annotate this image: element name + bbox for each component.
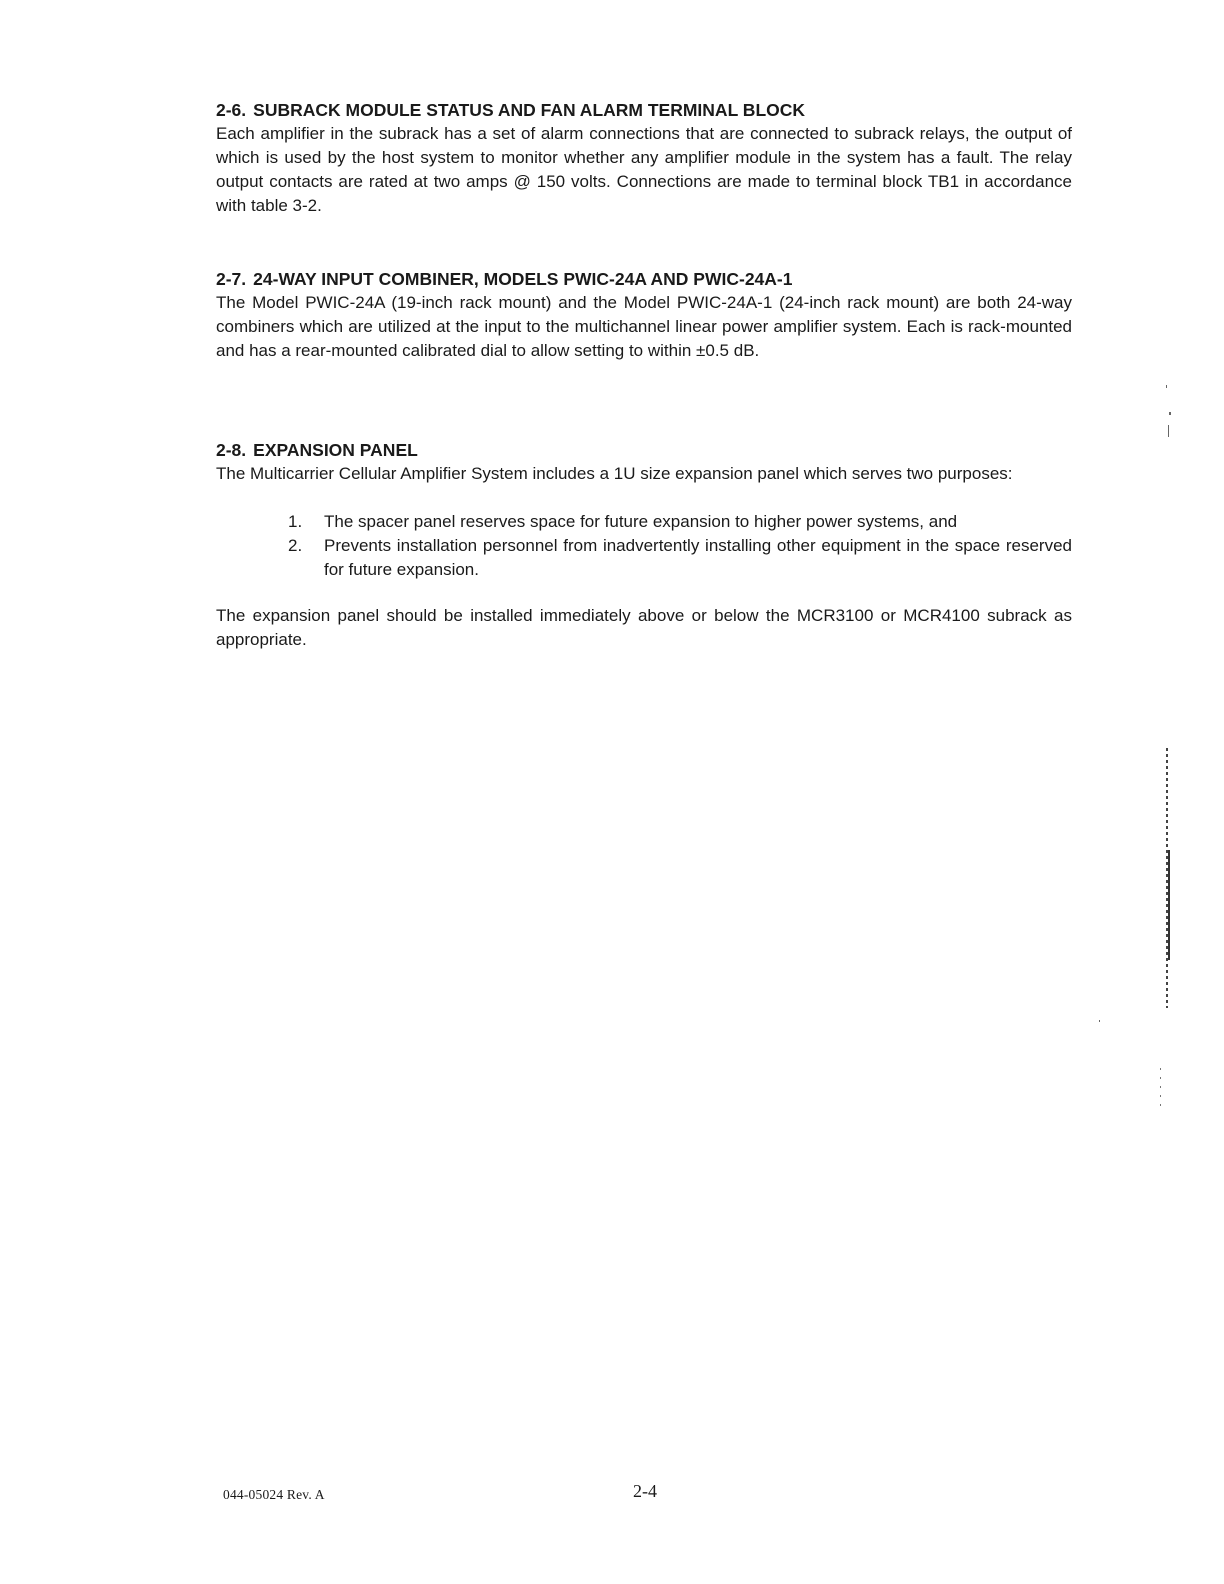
list-item-text: Prevents installation personnel from inadvertently installing other equipment in the space reserved for future expansion. <box>324 536 1072 579</box>
closing-paragraph: The expansion panel should be installed immediately above or below the MCR3100 or MCR4100 subrack as appropriate. <box>216 606 1072 649</box>
section-heading <box>216 98 1072 122</box>
page-number: 2-4 <box>633 1481 657 1501</box>
section-paragraph: Each amplifier in the subrack has a set of alarm connections that are connected to subrack relays, the output of which is used by the host system to monitor whether any amplifier module in the system has a fault. The relay output contacts are rated at two amps @ 150 volts. Connections are made to terminal block TB1 in accordance with table 3-2. <box>216 124 1072 215</box>
list-marker: 1. <box>288 512 303 531</box>
section-paragraph: The Model PWIC-24A (19-inch rack mount) and the Model PWIC-24A-1 (24-inch rack mount) are both 24-way combiners which are utilized at the input to the multichannel linear power amplifier system. Each is rack-mounted and has a rear-mounted calibrated dial to allow setting to within ±0.5 dB. <box>216 293 1072 360</box>
section-2-6 <box>216 98 1072 218</box>
section-title: SUBRACK MODULE STATUS AND FAN ALARM TERMINAL BLOCK <box>253 100 806 120</box>
section-number: 2-6. <box>216 100 247 120</box>
list-item <box>216 510 1072 534</box>
purpose-list <box>216 510 1072 582</box>
section-title: 24-WAY INPUT COMBINER, MODELS PWIC-24A AND PWIC-24A-1 <box>253 269 793 289</box>
section-number: 2-7. <box>216 269 247 289</box>
section-2-7 <box>216 267 1072 363</box>
section-heading <box>216 438 1072 462</box>
section-number: 2-8. <box>216 440 247 460</box>
section-paragraph: The Multicarrier Cellular Amplifier System includes a 1U size expansion panel which serves two purposes: <box>216 464 1013 483</box>
section-heading <box>216 267 1072 291</box>
list-item-text: The spacer panel reserves space for future expansion to higher power systems, and <box>324 512 958 531</box>
section-title: EXPANSION PANEL <box>253 440 418 460</box>
document-number: 044-05024 Rev. A <box>223 1487 325 1502</box>
list-marker: 2. <box>288 536 303 555</box>
section-2-8 <box>216 438 1072 652</box>
list-item <box>216 534 1072 582</box>
